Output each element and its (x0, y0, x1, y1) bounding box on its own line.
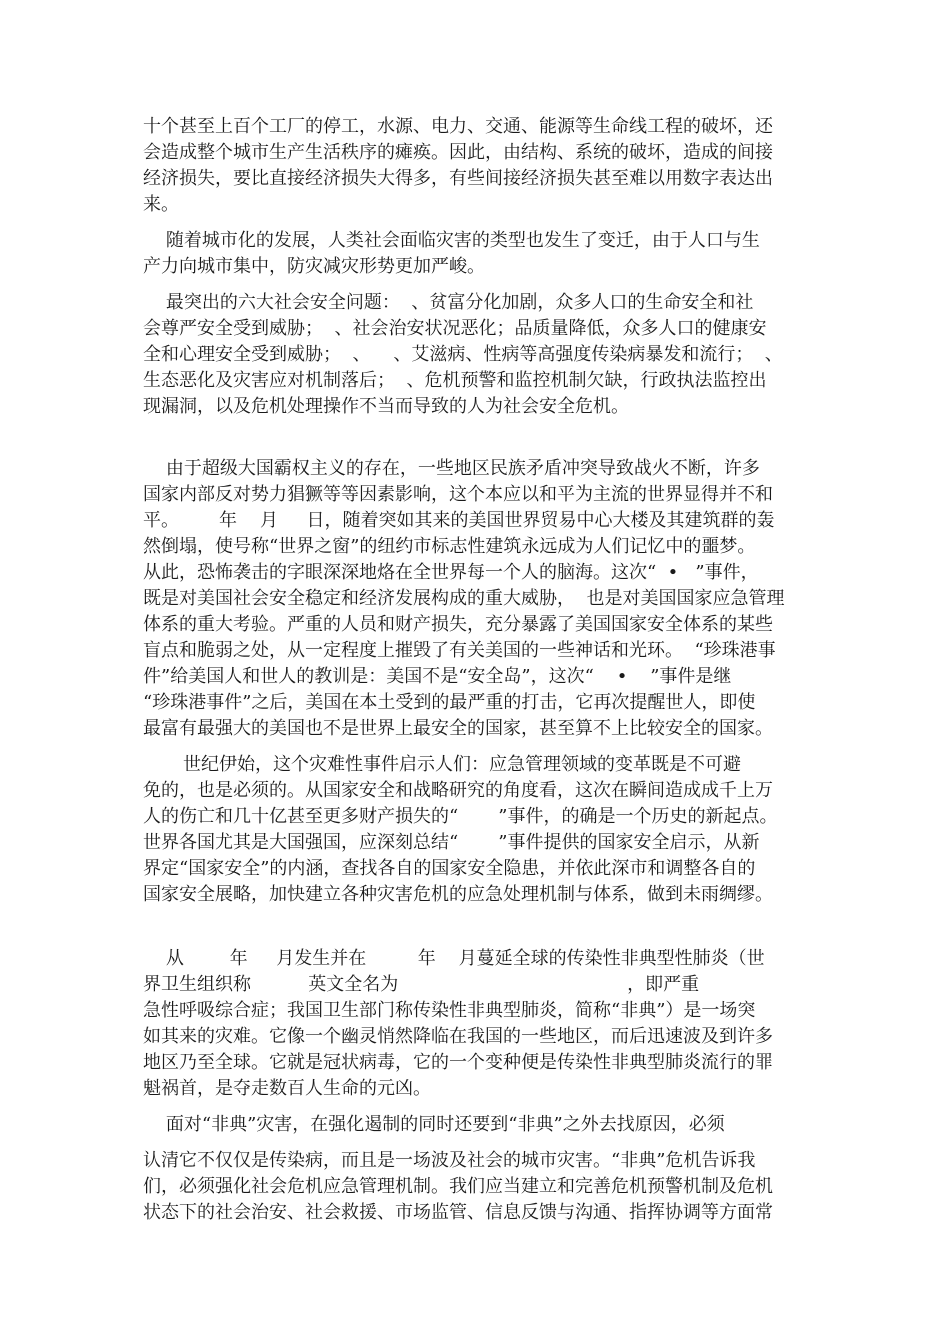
text-line: 十个甚至上百个工厂的停工，水源、电力、交通、能源等生命线工程的破坏，还 (143, 116, 773, 137)
text-line: 体系的重大考验。严重的人员和财产损失，充分暴露了美国国家安全体系的某些 (143, 614, 773, 635)
text-line: 状态下的社会治安、社会救援、市场监管、信息反馈与沟通、指挥协调等方面常 (143, 1202, 773, 1223)
text-line: 现漏洞，以及危机处理操作不当而导致的人为社会安全危机。 (143, 396, 629, 417)
text-line: 如其来的灾难。它像一个幽灵悄然降临在我国的一些地区，而后迅速波及到许多 (143, 1026, 773, 1047)
text-line: 会尊严安全受到威胁； 、社会治安状况恶化；品质量降低，众多人口的健康安 (143, 318, 767, 339)
text-line: 面对“非典”灾害，在强化遏制的同时还要到“非典”之外去找原因，必须 (143, 1114, 725, 1135)
text-line: 全和心理安全受到威胁； 、 、艾滋病、性病等高强度传染病暴发和流行； 、 (143, 344, 783, 365)
text-line: 会造成整个城市生产生活秩序的瘫痪。因此，由结构、系统的破坏，造成的间接 (143, 142, 773, 163)
text-line: 最富有最强大的美国也不是世界上最安全的国家，甚至算不上比较安全的国家。 (143, 718, 773, 739)
text-line: 界定“国家安全”的内涵，查找各自的国家安全隐患，并依此深市和调整各自的 (143, 858, 756, 879)
text-line: 生态恶化及灾害应对机制落后； 、危机预警和监控机制欠缺，行政执法监控出 (143, 370, 767, 391)
text-line: 世纪伊始，这个灾难性事件启示人们：应急管理领域的变革既是不可避 (143, 754, 742, 775)
text-line: 地区乃至全球。它就是冠状病毒，它的一个变种便是传染性非典型肺炎流行的罪 (143, 1052, 773, 1073)
text-line: 然倒塌，使号称“世界之窗”的纽约市标志性建筑永远成为人们记忆中的噩梦。 (143, 536, 756, 557)
text-line: 随着城市化的发展，人类社会面临灾害的类型也发生了变迁，由于人口与生 (143, 230, 760, 251)
text-line: 件”给美国人和世人的教训是：美国不是“安全岛”，这次“ • ”事件是继 (143, 666, 732, 687)
text-line: 免的，也是必须的。从国家安全和战略研究的角度看，这次在瞬间造成成千上万 (143, 780, 773, 801)
text-line: 经济损失，要比直接经济损失大得多，有些间接经济损失甚至难以用数字表达出 (143, 168, 773, 189)
text-line: 们，必须强化社会危机应急管理机制。我们应当建立和完善危机预警机制及危机 (143, 1176, 773, 1197)
text-line: 平。 年 月 日，随着突如其来的美国世界贸易中心大楼及其建筑群的轰 (143, 510, 775, 531)
text-line: 盲点和脆弱之处，从一定程度上摧毁了有关美国的一些神话和光环。 “珍珠港事 (143, 640, 776, 661)
text-line: 国家安全展略，加快建立各种灾害危机的应急处理机制与体系，做到未雨绸缪。 (143, 884, 773, 905)
text-line: 既是对美国社会安全稳定和经济发展构成的重大威胁， 也是对美国国家应急管理 (143, 588, 785, 609)
text-line: 最突出的六大社会安全问题： 、贫富分化加剧，众多人口的生命安全和社 (143, 292, 754, 313)
text-line: 认清它不仅仅是传染病，而且是一场波及社会的城市灾害。“非典”危机告诉我 (143, 1150, 756, 1171)
text-line: 急性呼吸综合症；我国卫生部门称传染性非典型肺炎，简称“非典”）是一场突 (143, 1000, 756, 1021)
text-line: 从 年 月发生并在 年 月蔓延全球的传染性非典型性肺炎（世 (143, 948, 765, 969)
text-line: 人的伤亡和几十亿甚至更多财产损失的“ ”事件，的确是一个历史的新起点。 (143, 806, 778, 827)
text-line: 从此，恐怖袭击的字眼深深地烙在全世界每一个人的脑海。这次“ • ”事件， (143, 562, 759, 583)
text-line: 由于超级大国霸权主义的存在，一些地区民族矛盾冲突导致战火不断，许多 (143, 458, 760, 479)
text-line: 世界各国尤其是大国强国，应深刻总结“ ”事件提供的国家安全启示，从新 (143, 832, 760, 853)
text-line: 产力向城市集中，防灾减灾形势更加严峻。 (143, 256, 485, 277)
text-line: 国家内部反对势力猖獗等等因素影响，这个本应以和平为主流的世界显得并不和 (143, 484, 773, 505)
text-line: “珍珠港事件”之后，美国在本土受到的最严重的打击，它再次提醒世人，即使 (143, 692, 756, 713)
text-line: 界卫生组织称 英文全名为 ，即严重 (143, 974, 700, 995)
text-line: 来。 (143, 194, 179, 215)
text-line: 魁祸首，是夺走数百人生命的元凶。 (143, 1078, 431, 1099)
